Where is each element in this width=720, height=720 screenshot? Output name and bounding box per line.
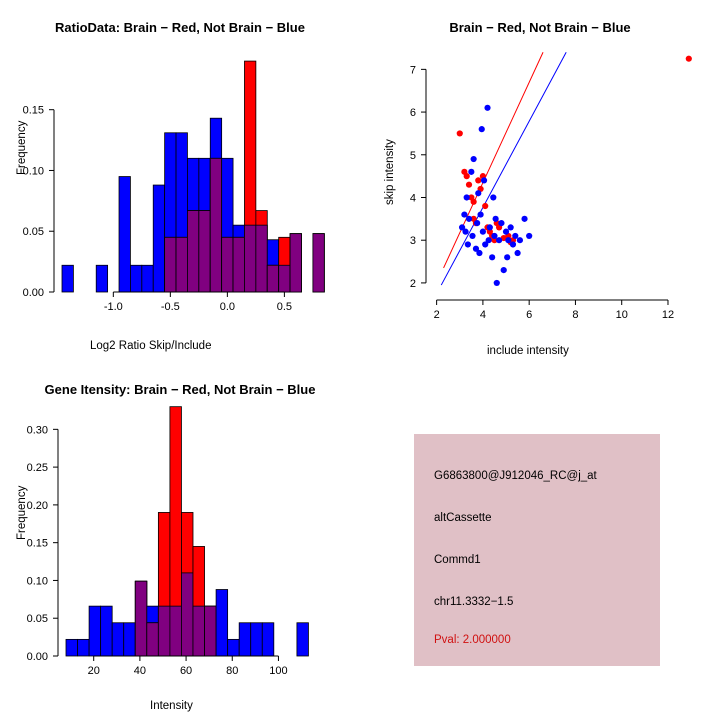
panel-scatter bbox=[360, 0, 720, 360]
panel-hist-intensity bbox=[0, 360, 360, 720]
svg-text:0.15: 0.15 bbox=[22, 104, 44, 117]
svg-text:0.15: 0.15 bbox=[26, 537, 48, 550]
svg-text:-1.0: -1.0 bbox=[103, 301, 123, 313]
svg-text:40: 40 bbox=[133, 665, 147, 677]
panel-hist-ratio bbox=[0, 0, 360, 360]
scatter-ylabel: skip intensity bbox=[384, 139, 396, 205]
scatter-plot bbox=[360, 0, 720, 360]
panel-info bbox=[414, 434, 660, 666]
svg-text:0.20: 0.20 bbox=[26, 499, 48, 512]
svg-text:60: 60 bbox=[179, 665, 193, 677]
svg-text:0.00: 0.00 bbox=[22, 287, 44, 299]
hist-intensity-xlabel: Intensity bbox=[150, 700, 193, 712]
svg-text:7: 7 bbox=[409, 64, 416, 77]
svg-text:0.10: 0.10 bbox=[26, 575, 48, 588]
svg-text:80: 80 bbox=[226, 665, 239, 677]
svg-text:0.10: 0.10 bbox=[22, 165, 44, 178]
svg-text:0.05: 0.05 bbox=[22, 226, 44, 239]
svg-text:2: 2 bbox=[433, 309, 440, 321]
svg-text:0.30: 0.30 bbox=[26, 424, 48, 437]
svg-text:6: 6 bbox=[526, 309, 533, 321]
hist-ratio-ylabel: Frequency bbox=[16, 120, 28, 175]
info-line-event-type: altCassette bbox=[434, 512, 492, 524]
svg-text:0.00: 0.00 bbox=[26, 651, 48, 663]
svg-text:8: 8 bbox=[572, 309, 579, 321]
svg-text:0.5: 0.5 bbox=[276, 301, 293, 313]
hist-intensity-ylabel: Frequency bbox=[16, 485, 28, 540]
info-line-pval: Pval: 2.000000 bbox=[434, 634, 511, 646]
svg-text:100: 100 bbox=[269, 665, 288, 677]
svg-text:3: 3 bbox=[409, 235, 416, 248]
hist-intensity-title: Gene Itensity: Brain − Red, Not Brain − Blue bbox=[44, 382, 316, 397]
hist-ratio-plot bbox=[0, 0, 360, 360]
svg-text:2: 2 bbox=[409, 277, 416, 290]
svg-text:12: 12 bbox=[661, 309, 675, 321]
svg-text:0.05: 0.05 bbox=[26, 613, 48, 626]
svg-text:4: 4 bbox=[479, 309, 486, 321]
svg-text:10: 10 bbox=[615, 309, 628, 321]
scatter-title: Brain − Red, Not Brain − Blue bbox=[449, 20, 631, 35]
svg-text:6: 6 bbox=[409, 107, 416, 120]
hist-ratio-xlabel: Log2 Ratio Skip/Include bbox=[90, 340, 212, 352]
svg-text:0.25: 0.25 bbox=[26, 462, 48, 475]
hist-ratio-title: RatioData: Brain − Red, Not Brain − Blue bbox=[55, 20, 305, 35]
svg-text:5: 5 bbox=[409, 149, 416, 162]
info-line-probe: G6863800@J912046_RC@j_at bbox=[434, 470, 597, 482]
svg-text:20: 20 bbox=[87, 665, 100, 677]
svg-text:0.0: 0.0 bbox=[219, 301, 236, 313]
info-line-gene: Commd1 bbox=[434, 554, 481, 566]
hist-intensity-plot bbox=[0, 360, 360, 720]
svg-text:4: 4 bbox=[409, 192, 416, 205]
info-line-locus: chr11.3332−1.5 bbox=[434, 596, 514, 608]
scatter-xlabel: include intensity bbox=[487, 345, 569, 357]
svg-text:-0.5: -0.5 bbox=[160, 301, 180, 313]
